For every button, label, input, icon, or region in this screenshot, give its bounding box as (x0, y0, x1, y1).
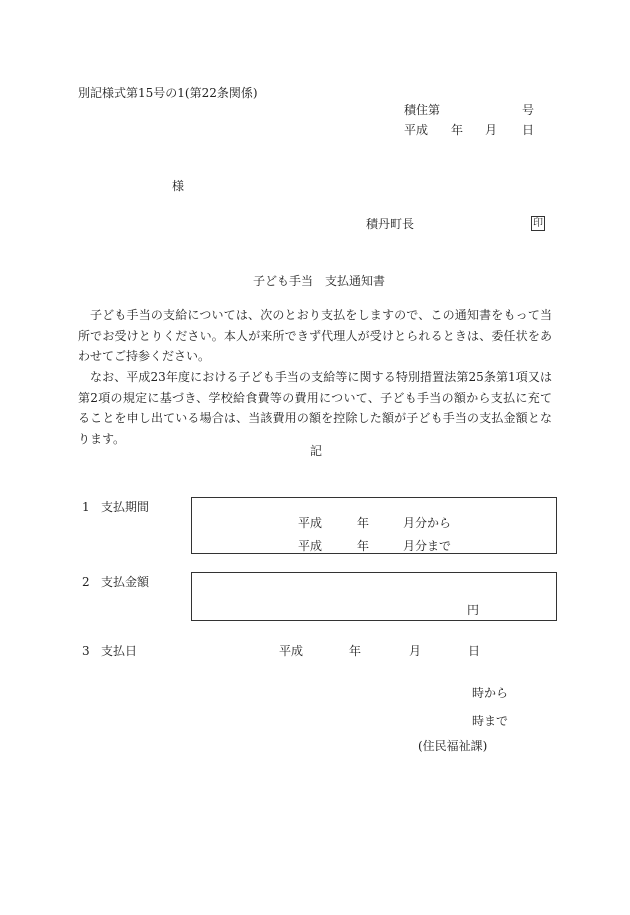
period-to-year: 年 (357, 539, 370, 553)
addressee-honorific: 様 (172, 179, 185, 193)
item-2-label: 支払金額 (101, 575, 150, 589)
body-paragraph-1: 子ども手当の支給については、次のとおり支払をしますので、この通知書をもって当所でお受けとりください。本人が来所できず代理人が受けとられるときは、委任状をあわせてご持参ください。 (78, 308, 552, 363)
payday-month: 月 (409, 644, 422, 658)
period-from-month: 月分から (403, 516, 452, 530)
item-1-number: 1 (82, 500, 90, 514)
date-month: 月 (485, 123, 498, 137)
item-3-label: 支払日 (101, 644, 138, 658)
department-label: (住民福祉課) (418, 739, 488, 753)
item-1-label: 支払期間 (101, 500, 150, 514)
payday-day: 日 (468, 644, 481, 658)
payday-era: 平成 (279, 644, 304, 658)
period-from-era: 平成 (298, 516, 323, 530)
ki-marker: 記 (310, 444, 323, 458)
amount-unit: 円 (467, 603, 480, 617)
period-to-month: 月分まで (403, 539, 452, 553)
item-3-number: 3 (82, 644, 90, 658)
period-from-year: 年 (357, 516, 370, 530)
time-from: 時から (472, 686, 509, 700)
body-paragraph-2: なお、平成23年度における子ども手当の支給等に関する特別措置法第25条第1項又は第2項の規定に基づき、学校給食費等の費用について、子ども手当の額から支払に充てることを申し出ている場合は、当該費用の額を控除した額が子ども手当の支払金額となります。 (78, 370, 552, 446)
item-2-number: 2 (82, 575, 90, 589)
date-year: 年 (451, 123, 464, 137)
form-label: 別記様式第15号の1(第22条関係) (78, 86, 258, 100)
seal-mark: 印 (533, 218, 543, 229)
period-box (191, 497, 557, 554)
date-era: 平成 (404, 123, 429, 137)
doc-number-suffix: 号 (522, 103, 535, 117)
issuer-title: 積丹町長 (366, 217, 415, 231)
date-day: 日 (522, 123, 535, 137)
time-to: 時まで (472, 714, 509, 728)
payday-year: 年 (349, 644, 362, 658)
doc-number-prefix: 積住第 (404, 103, 441, 117)
amount-box (191, 572, 557, 621)
document-title: 子ども手当 支払通知書 (253, 274, 386, 288)
period-to-era: 平成 (298, 539, 323, 553)
